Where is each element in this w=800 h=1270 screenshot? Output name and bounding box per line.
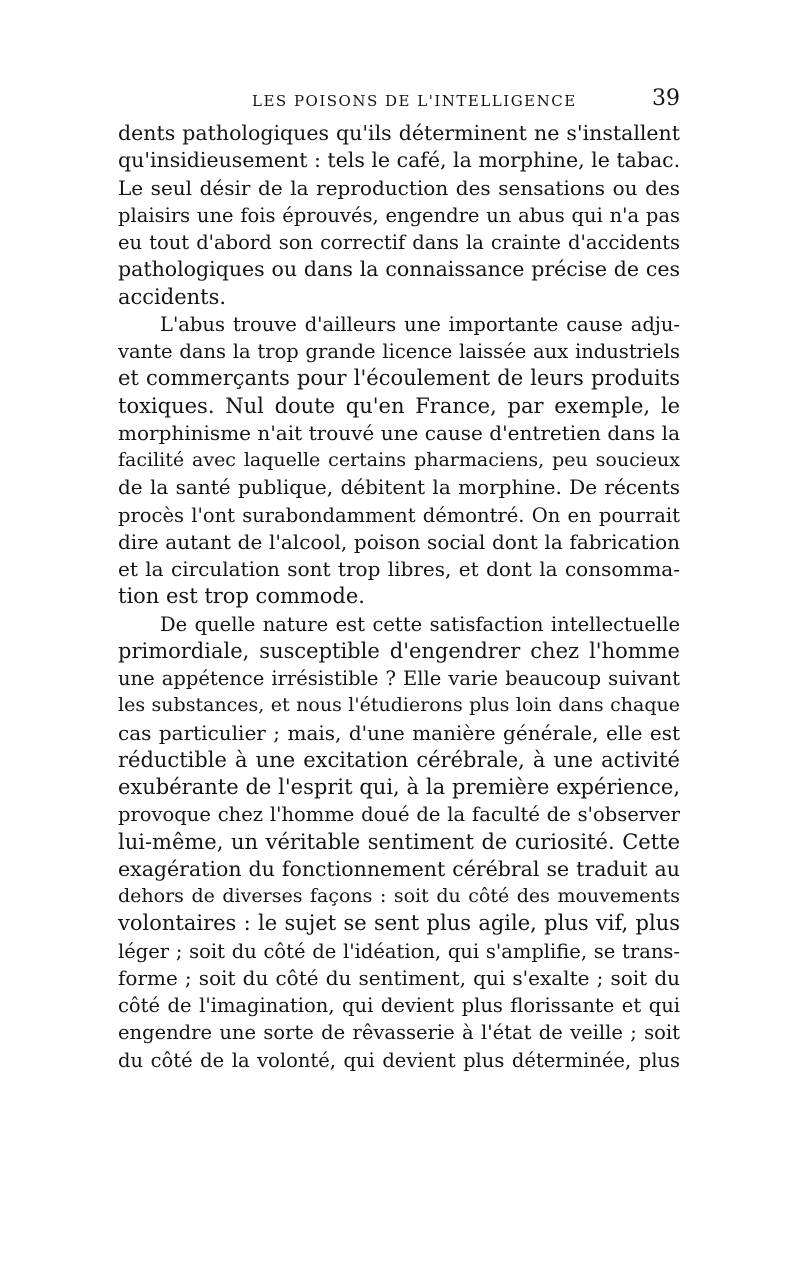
body-text — [118, 120, 680, 1074]
text-line: exagération du fonctionnement cérébral se traduit au — [118, 856, 680, 881]
text-line: et commerçants pour l'écoulement de leurs produits — [118, 366, 680, 391]
text-line: cas particulier ; mais, d'une manière générale, elle est — [118, 720, 680, 745]
text-line: qu'insidieusement : tels le café, la morphine, le tabac. — [118, 148, 681, 173]
text-line: accidents. — [118, 284, 227, 309]
text-line: dehors de diverses façons : soit du côté des mouvements — [118, 885, 680, 907]
page-number: 39 — [652, 86, 680, 111]
running-head: LES POISONS DE L'INTELLIGENCE — [252, 92, 577, 110]
text-line: pathologiques ou dans la connaissance précise de ces — [118, 257, 680, 282]
text-line: dents pathologiques qu'ils déterminent ne s'installent — [118, 121, 680, 145]
text-line: les substances, et nous l'étudierons plus loin dans chaque — [118, 694, 680, 717]
text-line: dire autant de l'alcool, poison social dont la fabrication — [118, 529, 680, 554]
text-line: exubérante de l'esprit qui, à la première expérience, — [118, 775, 680, 799]
text-line: et la circulation sont trop libres, et dont la consomma- — [118, 557, 680, 581]
text-line: morphinisme n'ait trouvé une cause d'entretien dans la — [118, 420, 680, 445]
text-line: une appétence irrésistible ? Elle varie beaucoup suivant — [118, 667, 680, 690]
text-line: réductible à une excitation cérébrale, à une activité — [118, 747, 680, 772]
text-line: de la santé publique, débitent la morphine. De récents — [118, 475, 680, 500]
text-line: tion est trop commode. — [118, 584, 365, 609]
text-line: plaisirs une fois éprouvés, engendre un abus qui n'a pas — [118, 203, 680, 227]
text-line: eu tout d'abord son correctif dans la crainte d'accidents — [118, 231, 680, 254]
text-line: Le seul désir de la reproduction des sensations ou des — [118, 175, 680, 200]
text-line: côté de l'imagination, qui devient plus florissante et qui — [118, 994, 680, 1017]
paragraph-start: L'abus trouve d'ailleurs une importante cause adju- — [160, 312, 680, 336]
text-line: volontaires : le sujet se sent plus agile, plus vif, plus — [118, 911, 680, 936]
text-line: provoque chez l'homme doué de la faculté de s'observer — [118, 803, 680, 827]
text-line: facilité avec laquelle certains pharmaciens, peu soucieux — [118, 449, 680, 471]
text-line: toxiques. Nul doute qu'en France, par exemple, le — [118, 393, 680, 418]
text-line: lui-même, un véritable sentiment de curiosité. Cette — [118, 829, 680, 854]
paragraph-start: De quelle nature est cette satisfaction intellectuelle — [160, 612, 680, 636]
text-line: du côté de la volonté, qui devient plus déterminée, plus — [118, 1048, 680, 1072]
text-line: primordiale, susceptible d'engendrer chez l'homme — [118, 638, 680, 663]
text-line: procès l'ont surabondamment démontré. On en pourrait — [118, 503, 680, 527]
text-line: forme ; soit du côté du sentiment, qui s'exalte ; soit du — [118, 965, 680, 990]
text-line: vante dans la trop grande licence laissée aux industriels — [118, 340, 680, 363]
text-line: engendre une sorte de rêvasserie à l'état de veille ; soit — [118, 1021, 680, 1045]
text-line: léger ; soit du côté de l'idéation, qui s'amplifie, se trans- — [118, 939, 680, 963]
